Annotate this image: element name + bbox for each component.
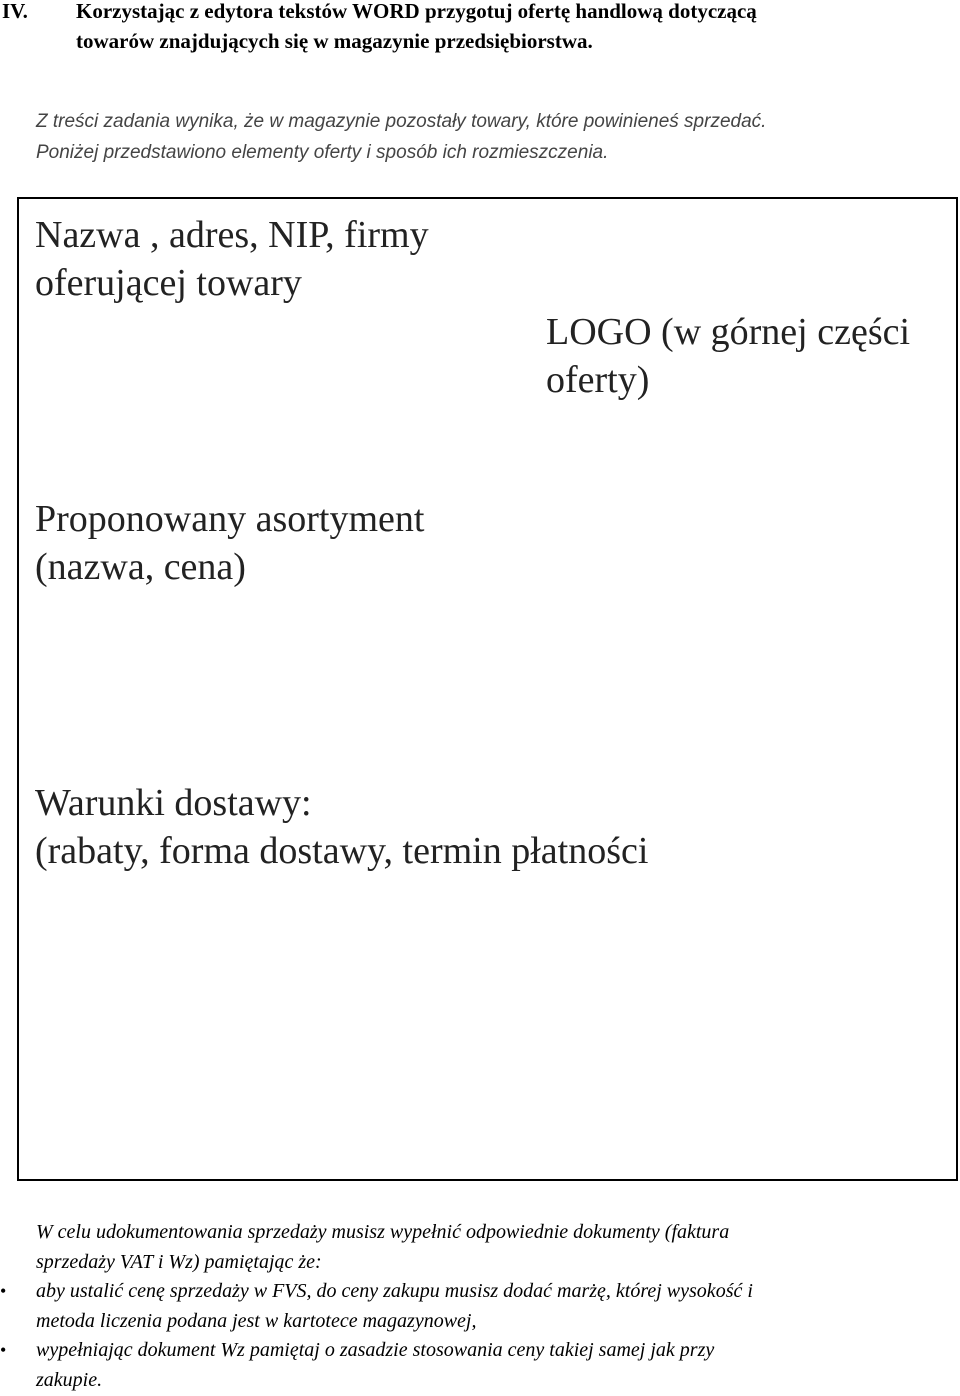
assortment-line: Proponowany asortyment <box>35 498 425 540</box>
notes-intro-line: W celu udokumentowania sprzedaży musisz wypełnić odpowiednie dokumenty (faktura <box>36 1221 730 1243</box>
logo-line: oferty) <box>546 359 650 401</box>
task-number: IV. <box>2 0 28 23</box>
task-title <box>76 0 946 56</box>
offer-layout-box <box>17 197 958 1181</box>
notes-intro <box>36 1218 936 1277</box>
task-title-line: Korzystając z edytora tekstów WORD przygotuj ofertę handlową dotyczącą <box>76 0 757 23</box>
task-title-line: towarów znajdujących się w magazynie przedsiębiorstwa. <box>76 29 593 53</box>
list-item-line: metoda liczenia podana jest w kartotece magazynowej, <box>36 1309 477 1332</box>
intro-line: Z treści zadania wynika, że w magazynie pozostały towary, które powinieneś sprzedać. <box>36 111 767 132</box>
list-item-line: wypełniając dokument Wz pamiętaj o zasadzie stosowania ceny takiej samej jak przy <box>36 1339 715 1361</box>
notes-intro-line: sprzedaży VAT i Wz) pamiętając że: <box>36 1250 322 1273</box>
documentation-notes <box>0 1218 960 1395</box>
delivery-terms-line: (rabaty, forma dostawy, termin płatności <box>35 830 649 872</box>
company-info-line: Nazwa , adres, NIP, firmy <box>35 214 429 256</box>
assortment-line: (nazwa, cena) <box>35 546 246 588</box>
delivery-terms-placeholder <box>35 779 835 875</box>
intro-paragraph <box>36 106 936 168</box>
intro-line: Poniżej przedstawiono elementy oferty i sposób ich rozmieszczenia. <box>36 142 609 163</box>
list-item <box>0 1277 936 1336</box>
list-item-line: aby ustalić cenę sprzedaży w FVS, do ceny zakupu musisz dodać marżę, której wysokość i <box>36 1280 753 1302</box>
company-info-line: oferującej towary <box>35 262 302 304</box>
list-item <box>0 1336 936 1395</box>
assortment-placeholder <box>35 495 555 591</box>
logo-line: LOGO (w górnej części <box>546 311 911 353</box>
logo-placeholder <box>546 308 960 404</box>
company-info-placeholder <box>35 211 555 307</box>
delivery-terms-line: Warunki dostawy: <box>35 782 312 824</box>
bullet-icon: • <box>0 1281 7 1301</box>
notes-bullet-list <box>0 1277 960 1395</box>
bullet-icon: • <box>0 1340 7 1360</box>
list-item-line: zakupie. <box>36 1368 103 1391</box>
